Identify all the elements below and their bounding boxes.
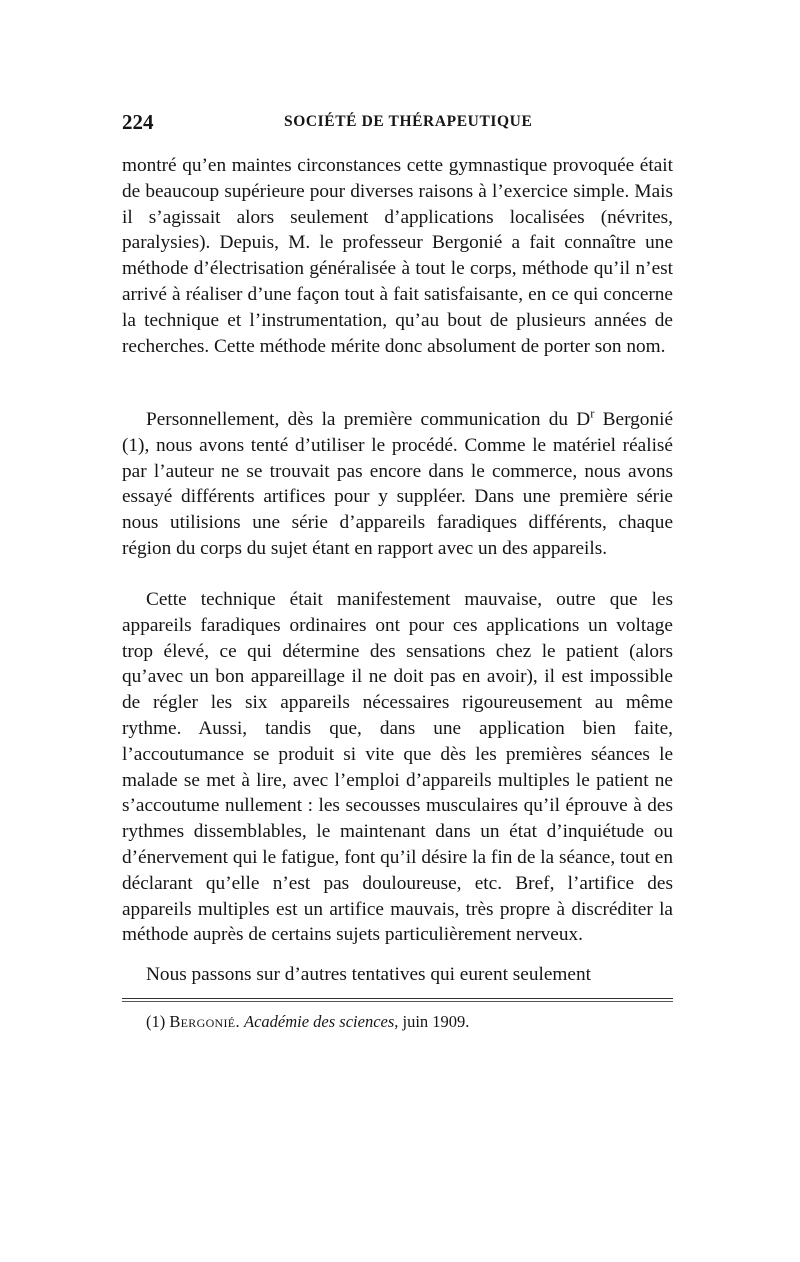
footnote <box>146 1010 469 1034</box>
footnote-author: Bergonié. <box>169 1012 240 1031</box>
document-page <box>122 108 673 1048</box>
body-paragraph-1: montré qu’en maintes circonstances cette gymnastique provoquée était de beaucoup supérieure pour diverses raisons à l’exercice simple. Mais il s’agissait alors seulement d’applications localisées (névrites, paralysies). Depuis, M. le professeur Bergonié a fait connaître une méthode d’électrisation généralisée à tout le corps, méthode qu’il n’est arrivé à réaliser d’une façon tout à fait satisfaisante, en ce qui concerne la technique et l’instrumentation, qu’au bout de plusieurs années de recherches. Cette méthode mérite donc absolument de porter son nom. <box>122 155 673 357</box>
doctor-superscript: r <box>590 406 595 421</box>
footnote-marker: (1) <box>146 1012 166 1031</box>
footnote-source: Académie des sciences, <box>244 1012 399 1031</box>
footnote-date: juin 1909. <box>402 1012 470 1031</box>
page-number: 224 <box>122 110 154 134</box>
footnote-divider-secondary <box>122 1001 673 1002</box>
running-title: SOCIÉTÉ DE THÉRAPEUTIQUE <box>284 113 533 130</box>
body-paragraph-2 <box>122 407 673 562</box>
paragraph-2-text-after-superscript: Bergonié (1), nous avons tenté d’utiliser le procédé. Comme le matériel réalisé par l’auteur ne se trouvait pas encore dans le commerce, nous avons essayé différents artifices pour y suppléer. Dans une première série nous utilisions une série d’appareils faradiques différents, chaque région du corps du sujet étant en rapport avec un des appareils. <box>122 409 674 559</box>
body-paragraph-3: Cette technique était manifestement mauvaise, outre que les appareils faradiques ordinaires ont pour ces applications un voltage trop élevé, ce qui détermine des sensations chez le patient (alors qu’avec un bon appareillage il ne doit pas en avoir), il est impossible de régler les six appareils nécessaires rigoureusement au même rythme. Aussi, tandis que, dans une application bien faite, l’accoutumance se produit si vite que dès les premières séances le malade se met à lire, avec l’emploi d’appareils multiples le patient ne s’accoutume nullement : les secousses musculaires qu’il éprouve à des rythmes dissemblables, le maintenant dans un état d’inquiétude ou d’énervement qui le fatigue, font qu’il désire la fin de la séance, tout en déclarant qu’elle n’est pas douloureuse, etc. Bref, l’artifice des appareils multiples est un artifice mauvais, très propre à discréditer la méthode auprès de certains sujets particulièrement nerveux. <box>122 589 673 946</box>
page-header <box>122 108 673 136</box>
paragraph-2-text-before-superscript: Personnellement, dès la première communication du D <box>146 409 591 430</box>
body-paragraph-4: Nous passons sur d’autres tentatives qui eurent seulement <box>146 964 591 985</box>
footnote-divider <box>122 998 673 999</box>
